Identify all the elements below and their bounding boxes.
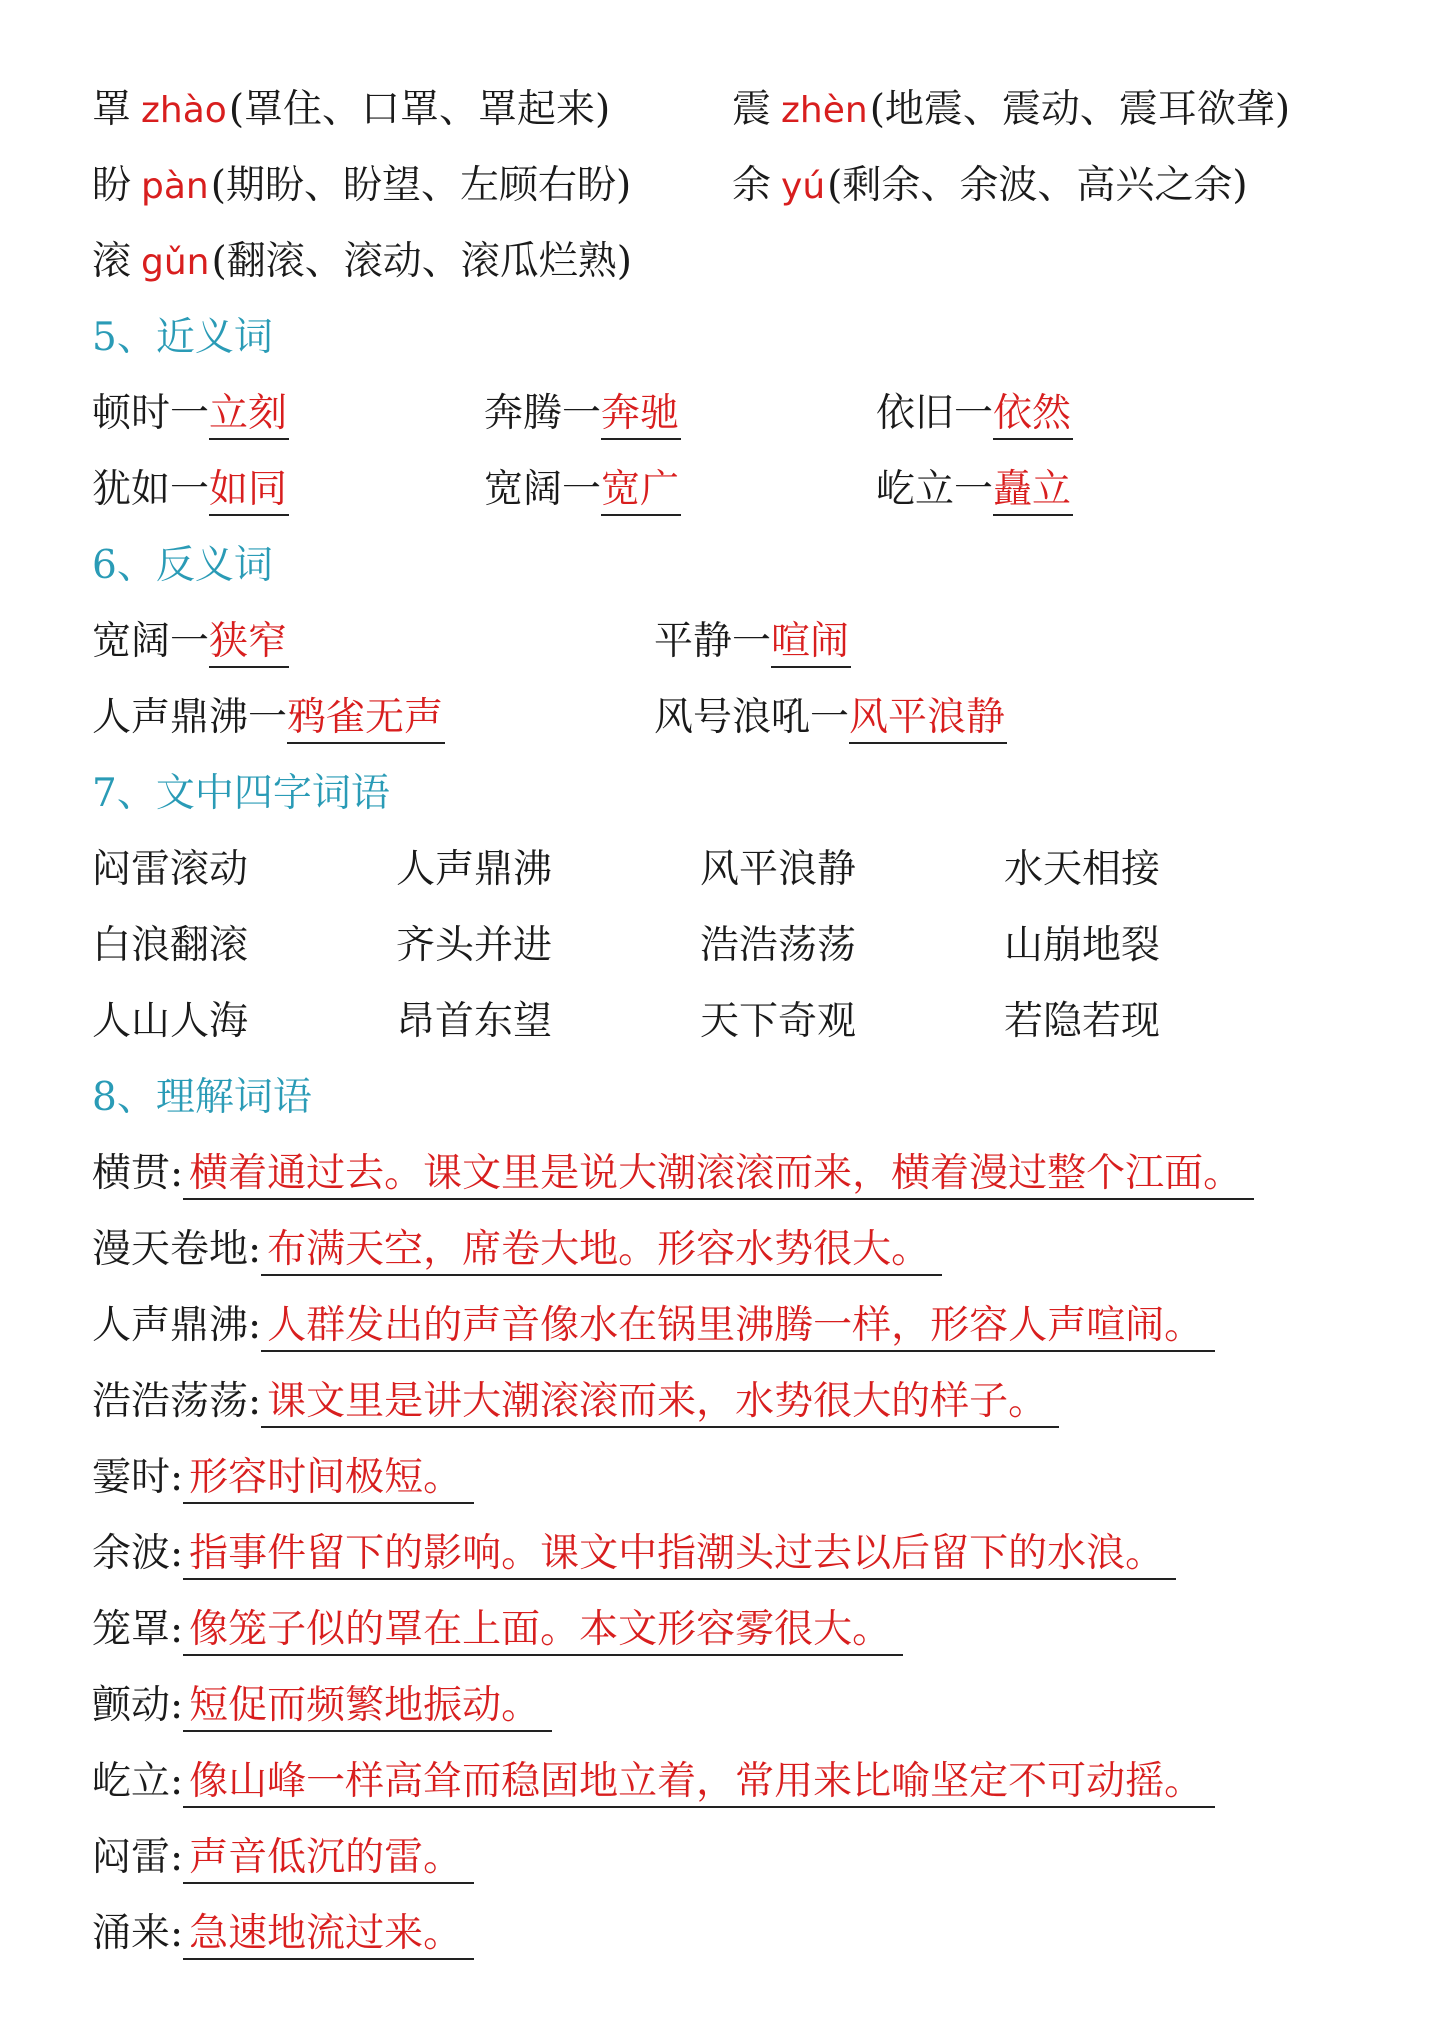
antonym-answer: 狭窄 — [209, 618, 289, 668]
definition-row — [92, 1668, 1392, 1744]
idiom-word: 若隐若现 — [1004, 999, 1161, 1044]
definition-row — [92, 1212, 1392, 1288]
definition-row — [92, 1896, 1392, 1972]
idiom-row — [92, 908, 1392, 984]
polyphone-words: (罩住、口罩、罩起来) — [228, 87, 611, 132]
idiom-row — [92, 832, 1392, 908]
polyphone-entry — [92, 72, 610, 149]
synonym-pair: 奔腾一奔驰 — [484, 376, 681, 452]
definition-row — [92, 1136, 1392, 1212]
definition-term: 笼罩: — [92, 1607, 184, 1652]
polyphone-char: 罩 — [92, 87, 132, 132]
antonym-answer: 喧闹 — [771, 618, 851, 668]
synonym-pair: 宽阔一宽广 — [484, 452, 681, 528]
synonym-pair: 顿时一立刻 — [92, 376, 289, 452]
idiom-word: 昂首东望 — [396, 999, 553, 1044]
antonym-pair: 宽阔一狭窄 — [92, 604, 289, 680]
definition-row — [92, 1744, 1392, 1820]
definition-row — [92, 1364, 1392, 1440]
polyphone-words: (翻滚、滚动、滚瓜烂熟) — [211, 239, 632, 284]
polyphone-char: 盼 — [92, 163, 132, 208]
polyphone-words: (地震、震动、震耳欲聋) — [869, 87, 1291, 132]
polyphone-char: 震 — [732, 87, 772, 132]
polyphone-words: (剩余、余波、高兴之余) — [827, 163, 1248, 208]
polyphone-entry — [732, 148, 1248, 225]
polyphone-row — [92, 72, 1392, 148]
synonym-pair: 屹立一矗立 — [876, 452, 1073, 528]
definition-term: 颤动: — [92, 1683, 184, 1728]
antonym-answer: 鸦雀无声 — [287, 694, 445, 744]
definition-meaning: 人群发出的声音像水在锅里沸腾一样，形容人声喧闹。 — [261, 1302, 1215, 1352]
definition-term: 人声鼎沸: — [92, 1303, 262, 1348]
antonym-pair: 风号浪吼一风平浪静 — [654, 680, 1007, 756]
definition-row — [92, 1440, 1392, 1516]
synonym-answer: 立刻 — [209, 390, 289, 440]
definition-term: 屹立: — [92, 1759, 184, 1804]
definition-meaning: 短促而频繁地振动。 — [183, 1682, 552, 1732]
idiom-word: 白浪翻滚 — [92, 923, 249, 968]
synonym-answer: 奔驰 — [601, 390, 681, 440]
definition-meaning: 布满天空，席卷大地。形容水势很大。 — [261, 1226, 942, 1276]
definition-term: 涌来: — [92, 1911, 184, 1956]
definition-row — [92, 1820, 1392, 1896]
definition-term: 漫天卷地: — [92, 1227, 262, 1272]
section-heading-definitions: 8、理解词语 — [92, 1075, 312, 1120]
idiom-word: 天下奇观 — [700, 999, 857, 1044]
idiom-row — [92, 984, 1392, 1060]
definition-meaning: 像笼子似的罩在上面。本文形容雾很大。 — [183, 1606, 903, 1656]
idiom-word: 山崩地裂 — [1004, 923, 1161, 968]
synonym-answer: 宽广 — [601, 466, 681, 516]
polyphone-char: 余 — [732, 163, 772, 208]
section-heading-synonyms: 5、近义词 — [92, 315, 273, 360]
polyphone-pinyin: pàn — [141, 166, 209, 207]
synonym-pair: 依旧一依然 — [876, 376, 1073, 452]
idiom-word: 闷雷滚动 — [92, 847, 249, 892]
definition-term: 浩浩荡荡: — [92, 1379, 262, 1424]
polyphone-row — [92, 224, 1392, 300]
definition-row — [92, 1592, 1392, 1668]
definition-meaning: 课文里是讲大潮滚滚而来，水势很大的样子。 — [261, 1378, 1059, 1428]
antonym-answer: 风平浪静 — [849, 694, 1007, 744]
worksheet-page — [92, 72, 1392, 1972]
definition-term: 余波: — [92, 1531, 184, 1576]
polyphone-entry — [732, 72, 1290, 149]
polyphone-entry — [92, 148, 631, 225]
polyphone-entry — [92, 224, 632, 301]
polyphone-words: (期盼、盼望、左顾右盼) — [210, 163, 632, 208]
antonym-row — [92, 604, 1392, 680]
synonym-answer: 矗立 — [993, 466, 1073, 516]
synonym-row — [92, 452, 1392, 528]
definition-term: 霎时: — [92, 1455, 184, 1500]
polyphone-pinyin: zhào — [141, 90, 227, 131]
definition-meaning: 急速地流过来。 — [183, 1910, 474, 1960]
polyphone-pinyin: zhèn — [781, 90, 868, 131]
synonym-answer: 依然 — [993, 390, 1073, 440]
idiom-word: 人声鼎沸 — [396, 847, 553, 892]
definition-meaning: 像山峰一样高耸而稳固地立着，常用来比喻坚定不可动摇。 — [183, 1758, 1215, 1808]
definition-meaning: 形容时间极短。 — [183, 1454, 474, 1504]
definition-meaning: 横着通过去。课文里是说大潮滚滚而来，横着漫过整个江面。 — [183, 1150, 1254, 1200]
definition-term: 闷雷: — [92, 1835, 184, 1880]
definition-term: 横贯: — [92, 1151, 184, 1196]
idiom-word: 人山人海 — [92, 999, 249, 1044]
polyphone-pinyin: gǔn — [141, 242, 210, 283]
antonym-row — [92, 680, 1392, 756]
idiom-word: 水天相接 — [1004, 847, 1161, 892]
polyphone-pinyin: yú — [781, 166, 826, 207]
polyphone-char: 滚 — [92, 239, 132, 284]
idiom-word: 齐头并进 — [396, 923, 553, 968]
section-heading-idioms: 7、文中四字词语 — [92, 771, 390, 816]
definition-meaning: 指事件留下的影响。课文中指潮头过去以后留下的水浪。 — [183, 1530, 1176, 1580]
synonym-pair: 犹如一如同 — [92, 452, 289, 528]
definition-row — [92, 1516, 1392, 1592]
synonym-answer: 如同 — [209, 466, 289, 516]
idiom-word: 浩浩荡荡 — [700, 923, 857, 968]
polyphone-row — [92, 148, 1392, 224]
antonym-pair: 人声鼎沸一鸦雀无声 — [92, 680, 445, 756]
definition-meaning: 声音低沉的雷。 — [183, 1834, 474, 1884]
definition-row — [92, 1288, 1392, 1364]
idiom-word: 风平浪静 — [700, 847, 857, 892]
section-heading-antonyms: 6、反义词 — [92, 543, 273, 588]
synonym-row — [92, 376, 1392, 452]
antonym-pair: 平静一喧闹 — [654, 604, 851, 680]
